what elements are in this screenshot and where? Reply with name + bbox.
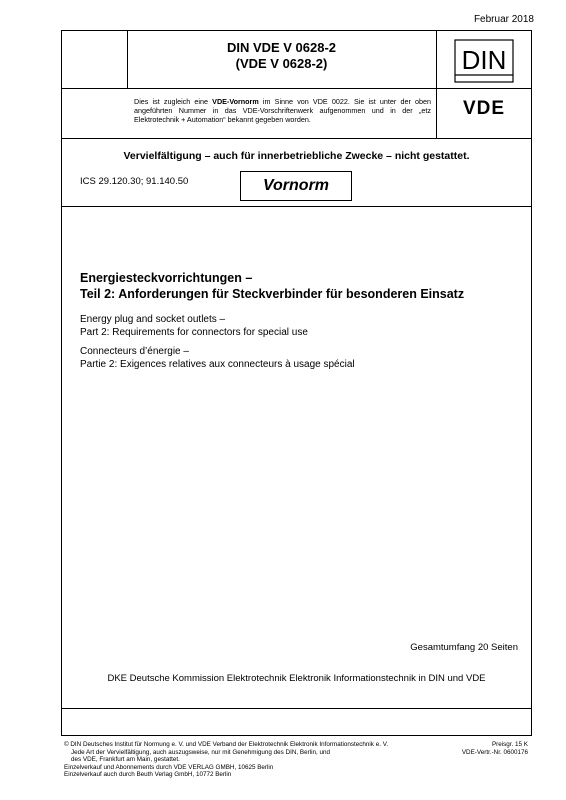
header-divider-right: [436, 30, 437, 138]
vornorm-stamp-text: Vornorm: [262, 177, 330, 194]
title-en-line1: Energy plug and socket outlets –: [80, 314, 226, 325]
copyright-footer: [64, 741, 424, 779]
header-rule-3: [61, 206, 532, 207]
reproduction-notice: Vervielfältigung – auch für innerbetriebliche Zwecke – nicht gestattet.: [123, 150, 470, 162]
notice-pre: Dies ist zugleich eine: [134, 97, 213, 106]
vde-notice: [134, 97, 431, 124]
title-de-line1: Energiesteckvorrichtungen –: [80, 271, 253, 285]
header-rule-1: [61, 88, 532, 89]
footer-line5: Einzelverkauf auch durch Beuth Verlag GmbH, 10772 Berlin: [64, 771, 232, 779]
vornorm-stamp: [240, 171, 352, 201]
price-info: [428, 741, 528, 756]
notice-bold: VDE-Vornorm: [212, 97, 259, 106]
title-fr-line1: Connecteurs d’énergie –: [80, 346, 189, 357]
title-de-line2: Teil 2: Anforderungen für Steckverbinder für besonderen Einsatz: [80, 287, 465, 301]
header-rule-2: [61, 138, 532, 139]
total-pages: Gesamtumfang 20 Seiten: [410, 642, 518, 653]
footer-line3: des VDE, Frankfurt am Main, gestattet.: [71, 756, 180, 764]
price-group: Preisgr. 15 K: [491, 741, 528, 748]
ics-codes: ICS 29.120.30; 91.140.50: [80, 176, 189, 187]
publication-date: Februar 2018: [473, 14, 534, 25]
order-number: VDE-Vertr.-Nr. 0600176: [461, 748, 528, 756]
vde-logo-text: VDE: [462, 98, 506, 117]
din-logo: [454, 39, 514, 83]
vde-logo: [451, 97, 517, 117]
footer-line4: Einzelverkauf und Abonnements durch VDE VERLAG GMBH, 10625 Berlin: [64, 763, 274, 771]
document-number: DIN VDE V 0628-2: [226, 40, 337, 55]
title-en-line2: Part 2: Requirements for connectors for special use: [80, 327, 308, 338]
vde-number: (VDE V 0628-2): [235, 56, 328, 71]
footer-line1: © DIN Deutsches Institut für Normung e. V. und VDE Verband der Elektrotechnik Elektronik Informationstechnik e. V.: [64, 741, 389, 748]
page-frame: [61, 30, 532, 736]
footer-rule: [61, 708, 532, 709]
dke-statement: DKE Deutsche Kommission Elektrotechnik Elektronik Informationstechnik in DIN und VDE: [107, 673, 486, 684]
header-divider-left: [127, 30, 128, 88]
notice-post: im Sinne von VDE 0022. Sie ist unter der oben angeführten Nummer in das VDE-Vorschriftenwerk aufgenommen und in der „etz Elektrotechnik + Automation“ bekannt gegeben worden.: [134, 97, 431, 124]
din-logo-text: DIN: [461, 45, 507, 75]
footer-line2: Jede Art der Vervielfältigung, auch auszugsweise, nur mit Genehmigung des DIN, Berlin, und: [71, 748, 331, 756]
title-fr-line2: Partie 2: Exigences relatives aux connecteurs à usage spécial: [80, 359, 355, 370]
